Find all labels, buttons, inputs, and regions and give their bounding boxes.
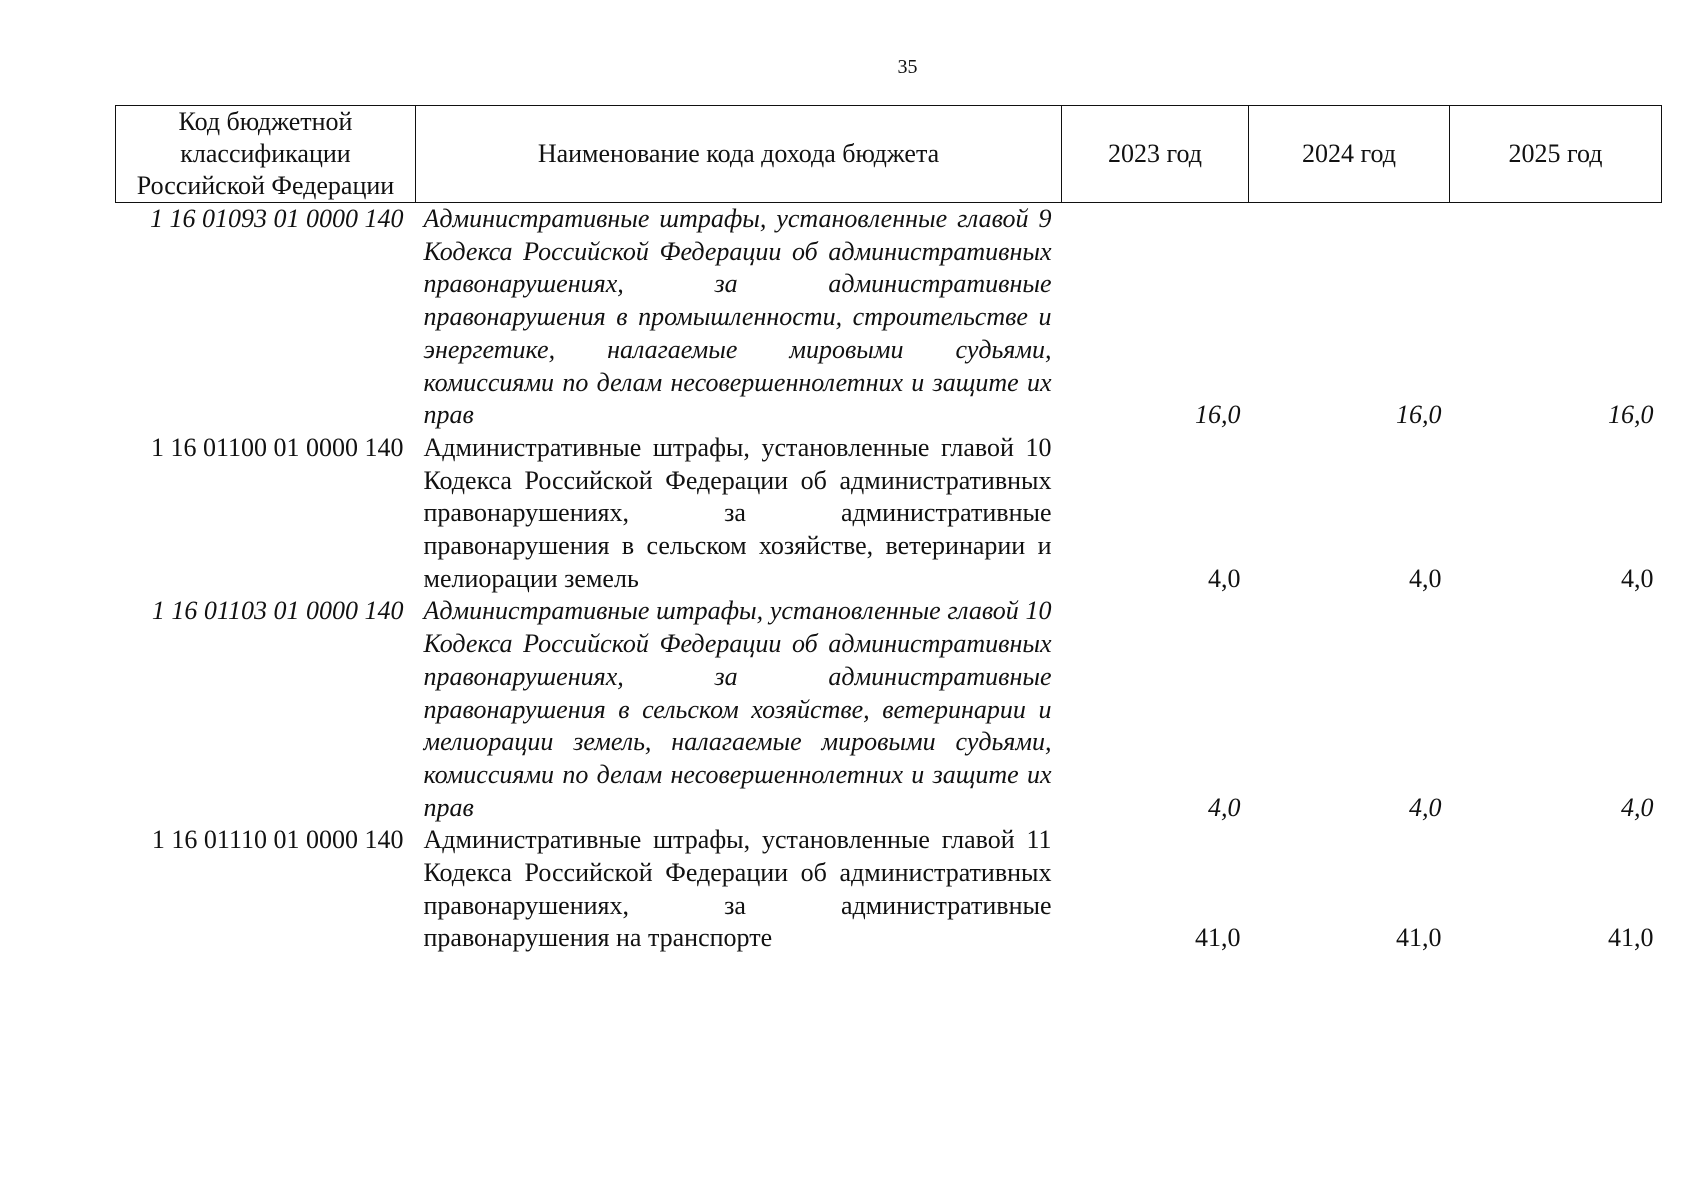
row-value-2024: 4,0: [1409, 792, 1442, 822]
row-value-2025: 4,0: [1621, 792, 1654, 822]
row-value-2025: 4,0: [1621, 563, 1654, 593]
row-code: 1 16 01103 01 0000 140: [151, 596, 404, 626]
row-value-2025: 41,0: [1608, 923, 1654, 953]
table-body: [116, 203, 1662, 956]
row-name: Административные штрафы, установленные главой 10 Кодекса Российской Федерации об административных правонарушениях, за административные правонарушения в сельском хозяйстве, ветеринарии и мелиорации земель: [423, 432, 1052, 593]
row-code: 1 16 01100 01 0000 140: [150, 432, 404, 462]
row-code: 1 16 01093 01 0000 140: [150, 204, 404, 233]
row-value-2023: 4,0: [1208, 563, 1241, 593]
budget-revenue-table: [115, 105, 1662, 955]
table-row: [116, 824, 1662, 955]
row-value-2024: 4,0: [1409, 563, 1442, 593]
row-code: 1 16 01110 01 0000 140: [151, 825, 404, 855]
header-year-2025: 2025 год: [1450, 106, 1662, 203]
header-code: Код бюджетной классификации Российской Федерации: [116, 106, 416, 203]
row-value-2023: 16,0: [1195, 400, 1241, 430]
row-name: Административные штрафы, установленные главой 10 Кодекса Российской Федерации об административных правонарушениях, за административные правонарушения в сельском хозяйстве, ветеринарии и мелиорации земель, налагаемые мировыми судьями, комиссиями по делам несовершеннолетних и защите их прав: [423, 596, 1052, 822]
row-value-2024: 41,0: [1396, 923, 1442, 953]
header-row: [116, 106, 1662, 203]
table-row: [116, 203, 1662, 432]
header-year-2023: 2023 год: [1062, 106, 1249, 203]
table-header: [116, 106, 1662, 203]
row-value-2023: 41,0: [1195, 923, 1241, 953]
header-year-2024: 2024 год: [1249, 106, 1450, 203]
header-name: Наименование кода дохода бюджета: [416, 106, 1062, 203]
row-value-2025: 16,0: [1608, 400, 1654, 430]
row-name: Административные штрафы, установленные главой 9 Кодекса Российской Федерации об административных правонарушениях, за административные правонарушения в промышленности, строительстве и энергетике, налагаемые мировыми судьями, комиссиями по делам несовершеннолетних и защите их прав: [423, 204, 1052, 430]
table-row: [116, 595, 1662, 824]
table-row: [116, 432, 1662, 596]
row-value-2023: 4,0: [1208, 792, 1241, 822]
row-value-2024: 16,0: [1396, 400, 1442, 430]
row-name: Административные штрафы, установленные главой 11 Кодекса Российской Федерации об административных правонарушениях, за административные правонарушения на транспорте: [423, 825, 1052, 953]
page-number: 35: [897, 56, 918, 78]
